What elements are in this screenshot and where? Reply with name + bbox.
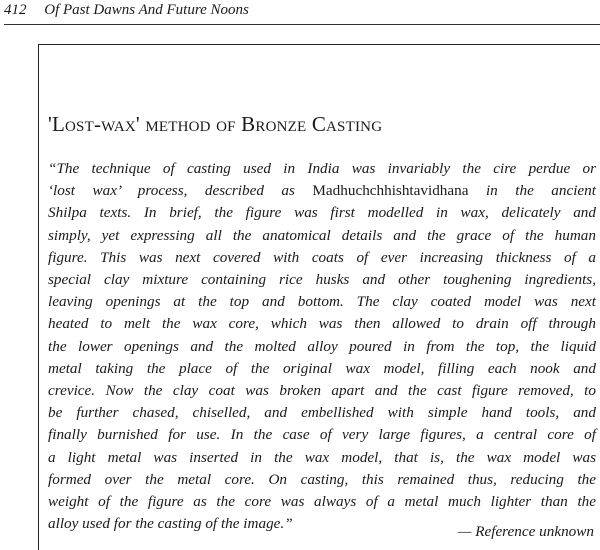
quote-line: [48, 380, 596, 402]
quote-line-text: be further chased, chiselled, and embellished with simple hand tools, and: [48, 404, 596, 422]
quote-line: [48, 225, 596, 247]
header-rule: [4, 24, 600, 25]
quote-line-text: a light metal was inserted in the wax model, that is, the wax model was: [48, 448, 596, 466]
quote-line-text: heated to melt the wax core, which was then allowed to drain off through: [48, 315, 596, 333]
quote-line: [48, 447, 596, 469]
quote-line: [48, 158, 596, 180]
quote-line: [48, 469, 596, 491]
box-title: 'Lost-wax' method of Bronze Casting: [48, 112, 383, 136]
quote-line: [48, 313, 596, 335]
quote-body: [48, 158, 596, 535]
quote-line-text: crevice. Now the clay coat was broken apart and the cast figure removed, to: [48, 382, 596, 400]
quote-line-text: the lower openings and the molted alloy poured in from the top, the liquid: [48, 337, 596, 355]
quote-line-text: special clay mixture containing rice husks and other toughening ingredients,: [48, 271, 596, 289]
quote-line-text: formed over the metal core. On casting, this remained thus, reducing the: [48, 470, 596, 488]
quote-line: [48, 402, 596, 424]
quote-line-text: Shilpa texts. In brief, the figure was first modelled in wax, delicately and: [48, 204, 596, 222]
quote-line: [48, 247, 596, 269]
quote-line-text: alloy used for the casting of the image.”: [48, 515, 293, 533]
quote-line-text: weight of the figure as the core was always of a metal much lighter than the: [48, 493, 596, 511]
quote-line-text: leaving openings at the top and bottom. The clay coated model was next: [48, 293, 596, 311]
attribution: — Reference unknown: [457, 523, 594, 540]
book-title: Of Past Dawns And Future Noons: [44, 2, 249, 18]
quote-line: [48, 202, 596, 224]
quote-line: [48, 269, 596, 291]
sanskrit-term: Madhuchchhishtavidhana: [312, 182, 469, 200]
quote-line: [48, 491, 596, 513]
quote-line-text: in the ancient: [468, 182, 596, 200]
quote-line-text: figure. This was next covered with coats of ever increasing thickness of a: [48, 248, 596, 266]
quote-line-text: finally burnished for use. In the case of very large figures, a central core of: [48, 426, 596, 444]
quote-line: [48, 424, 596, 446]
quote-line-text: metal taking the place of the original wax model, filling each nook and: [48, 359, 596, 377]
page-number: 412: [4, 2, 27, 18]
quote-line: [48, 336, 596, 358]
quote-line-text: ‘lost wax’ process, described as: [48, 182, 313, 200]
running-head: [4, 2, 249, 19]
quote-line: [48, 358, 596, 380]
quote-line: [48, 180, 596, 202]
quote-line: [48, 291, 596, 313]
quote-line-text: “The technique of casting used in India was invariably the cire perdue or: [48, 160, 596, 177]
quote-line-text: simply, yet expressing all the anatomical details and the grace of the human: [48, 226, 596, 244]
